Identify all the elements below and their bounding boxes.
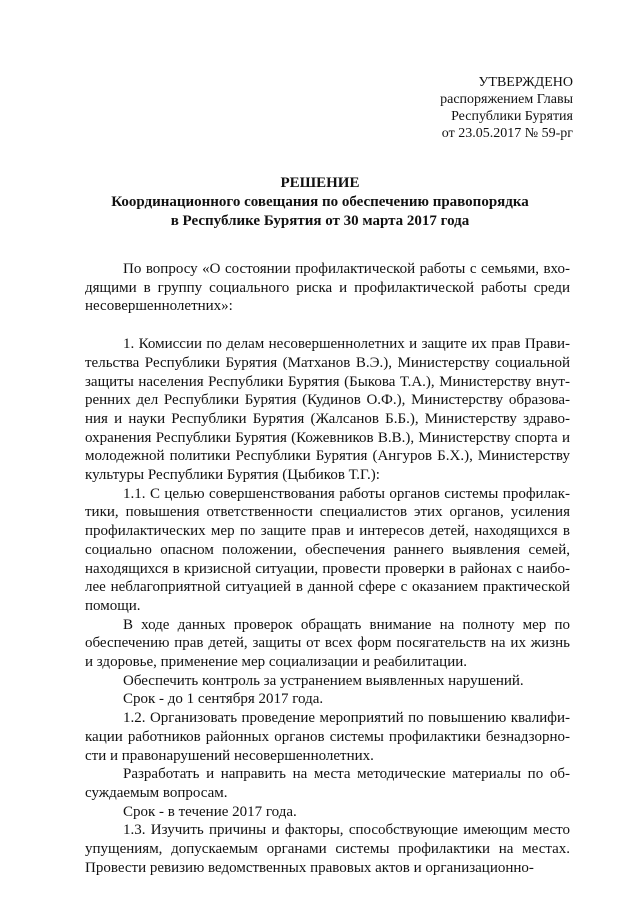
document-subtitle-line-1: Координационного совещания по обеспечению правопорядка bbox=[111, 194, 529, 210]
approval-line-2: распоряжением Главы bbox=[440, 92, 573, 107]
paragraph-1-1-control: Обеспечить контроль за устранением выявленных нарушений. bbox=[123, 672, 524, 689]
document-subtitle-line-2: в Республике Бурятия от 30 марта 2017 года bbox=[170, 213, 470, 229]
paragraph-1: 1. Комиссии по делам несовершеннолетних и защите их прав Правительства Республики Бурятия (Матханов В.Э.), Министерству социальной защиты населения Республики Бурятия (Быкова Т.А.), Министерству внутренних дел Республики Бурятия (Кудинов О.Ф.), Министерству образования и науки Республики Бурятия (Жалсанов Б.Б.), Министерству здравоохранения Республики Бурятия (Кожевников В.В.), Министерству спорта и молодежной политики Республики Бурятия (Ангуров Б.Х.), Министерству культуры Республики Бурятия (Цыбиков Т.Г.): bbox=[85, 336, 570, 484]
document-body bbox=[85, 260, 570, 878]
paragraph-1-1: 1.1. С целью совершенствования работы органов системы профилактики, повышения ответственности специалистов этих органов, усиления профилактических мер по защите прав и интересов детей, находящихся в социально опасном положении, обеспечения раннего выявления семей, находящихся в кризисной ситуации, провести проверки в районах с наиболее неблагоприятной ситуацией в данной сфере с оказанием практической помощи. bbox=[85, 485, 570, 614]
paragraph-intro: По вопросу «О состоянии профилактической работы с семьями, входящими в группу социального риска и профилактической работы среди несовершеннолетних»: bbox=[85, 261, 570, 315]
document-title bbox=[0, 174, 640, 231]
paragraph-1-2: 1.2. Организовать проведение мероприятий по повышению квалификации работников районных органов системы профилактики безнадзорности и правонарушений несовершеннолетних. bbox=[85, 710, 570, 764]
paragraph-1-2-materials: Разработать и направить на места методические материалы по обсуждаемым вопросам. bbox=[85, 766, 570, 801]
approval-line-3: Республики Бурятия bbox=[451, 109, 573, 124]
approval-line-4: от 23.05.2017 № 59-рг bbox=[441, 126, 573, 141]
paragraph-1-1-checks: В ходе данных проверок обращать внимание на полноту мер по обеспечению прав детей, защиты от всех форм посягательств на их жизнь и здоровье, применение мер социализации и реабилитации. bbox=[85, 616, 570, 671]
approval-stamp bbox=[440, 74, 573, 142]
approval-line-1: УТВЕРЖДЕНО bbox=[478, 75, 573, 90]
document-heading: РЕШЕНИЕ bbox=[280, 175, 360, 191]
paragraph-1-1-deadline: Срок - до 1 сентября 2017 года. bbox=[123, 691, 324, 708]
paragraph-1-3: 1.3. Изучить причины и факторы, способствующие имеющим место упущениям, допускаемым органами системы профилактики на местах. Провести ревизию ведомственных правовых актов и организационно- bbox=[85, 822, 570, 876]
paragraph-1-2-deadline: Срок - в течение 2017 года. bbox=[123, 803, 297, 820]
